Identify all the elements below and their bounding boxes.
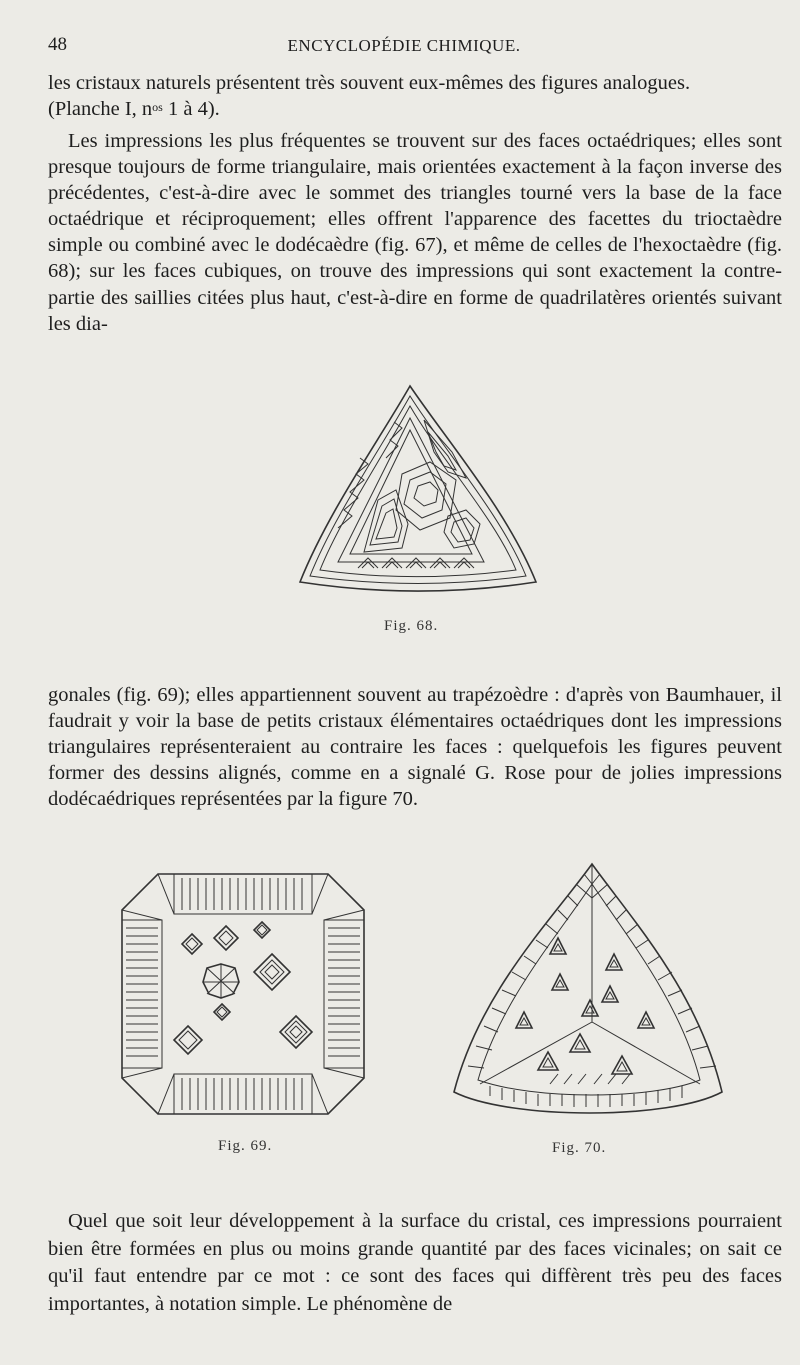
figure-69-caption: Fig. 69. <box>218 1138 273 1154</box>
paragraph-1-line-2 <box>48 96 782 122</box>
figure-70-illustration <box>450 862 725 1124</box>
ordinal-superscript: os <box>152 100 163 115</box>
figure-68-caption: Fig. 68. <box>384 618 439 634</box>
figure-69-illustration <box>118 870 368 1118</box>
figure-70-caption: Fig. 70. <box>552 1140 607 1156</box>
running-title: ENCYCLOPÉDIE CHIMIQUE. <box>287 36 521 55</box>
page-header <box>48 34 760 62</box>
paragraph-1 <box>48 70 782 122</box>
plate-ref-text: (Planche I, n <box>48 98 153 121</box>
paragraph-1-line-1: les cristaux naturels présentent très souvent eux-mêmes des figures analogues. <box>48 72 691 94</box>
page-number: 48 <box>48 34 67 55</box>
paragraph-2: Les impressions les plus fréquentes se trouvent sur des faces octaédriques; elles sont presque toujours de forme triangulaire, mais orientées exactement à la façon inverse des précédentes, c'est-à-dire avec le sommet des triangles tourné vers la base de la face octaédrique et réciproquement; elles offrent l'apparence des facettes du trioctaèdre simple ou combiné avec le dodécaèdre (fig. 67), et même de celles de l'hexoctaèdre (fig. 68); sur les faces cubiques, on trouve des impressions qui sont exactement la contre-partie des saillies citées plus haut, c'est-à-dire en forme de quadrilatères orientés suivant les dia- <box>48 130 782 335</box>
plate-ref-numbers: 1 à 4). <box>162 98 220 121</box>
figure-68-illustration <box>298 382 538 602</box>
paragraph-3: gonales (fig. 69); elles appartiennent souvent au trapézoèdre : d'après von Baumhauer, il faudrait y voir la base de petits cristaux élémentaires octaédriques dont les impressions triangulaires représenteraient au contraire les faces : quelquefois les figures peuvent former des dessins alignés, comme en a signalé G. Rose pour de jolies impressions dodécaédriques représentées par la figure 70. <box>48 684 782 811</box>
paragraph-4: Quel que soit leur développement à la surface du cristal, ces impressions pourraient bien être formées en plus ou moins grande quantité par des faces vicinales; on sait ce qu'il faut entendre par ce mot : ce sont des faces qui diffèrent très peu des faces importantes, à notation simple. Le phénomène de <box>48 1210 782 1315</box>
